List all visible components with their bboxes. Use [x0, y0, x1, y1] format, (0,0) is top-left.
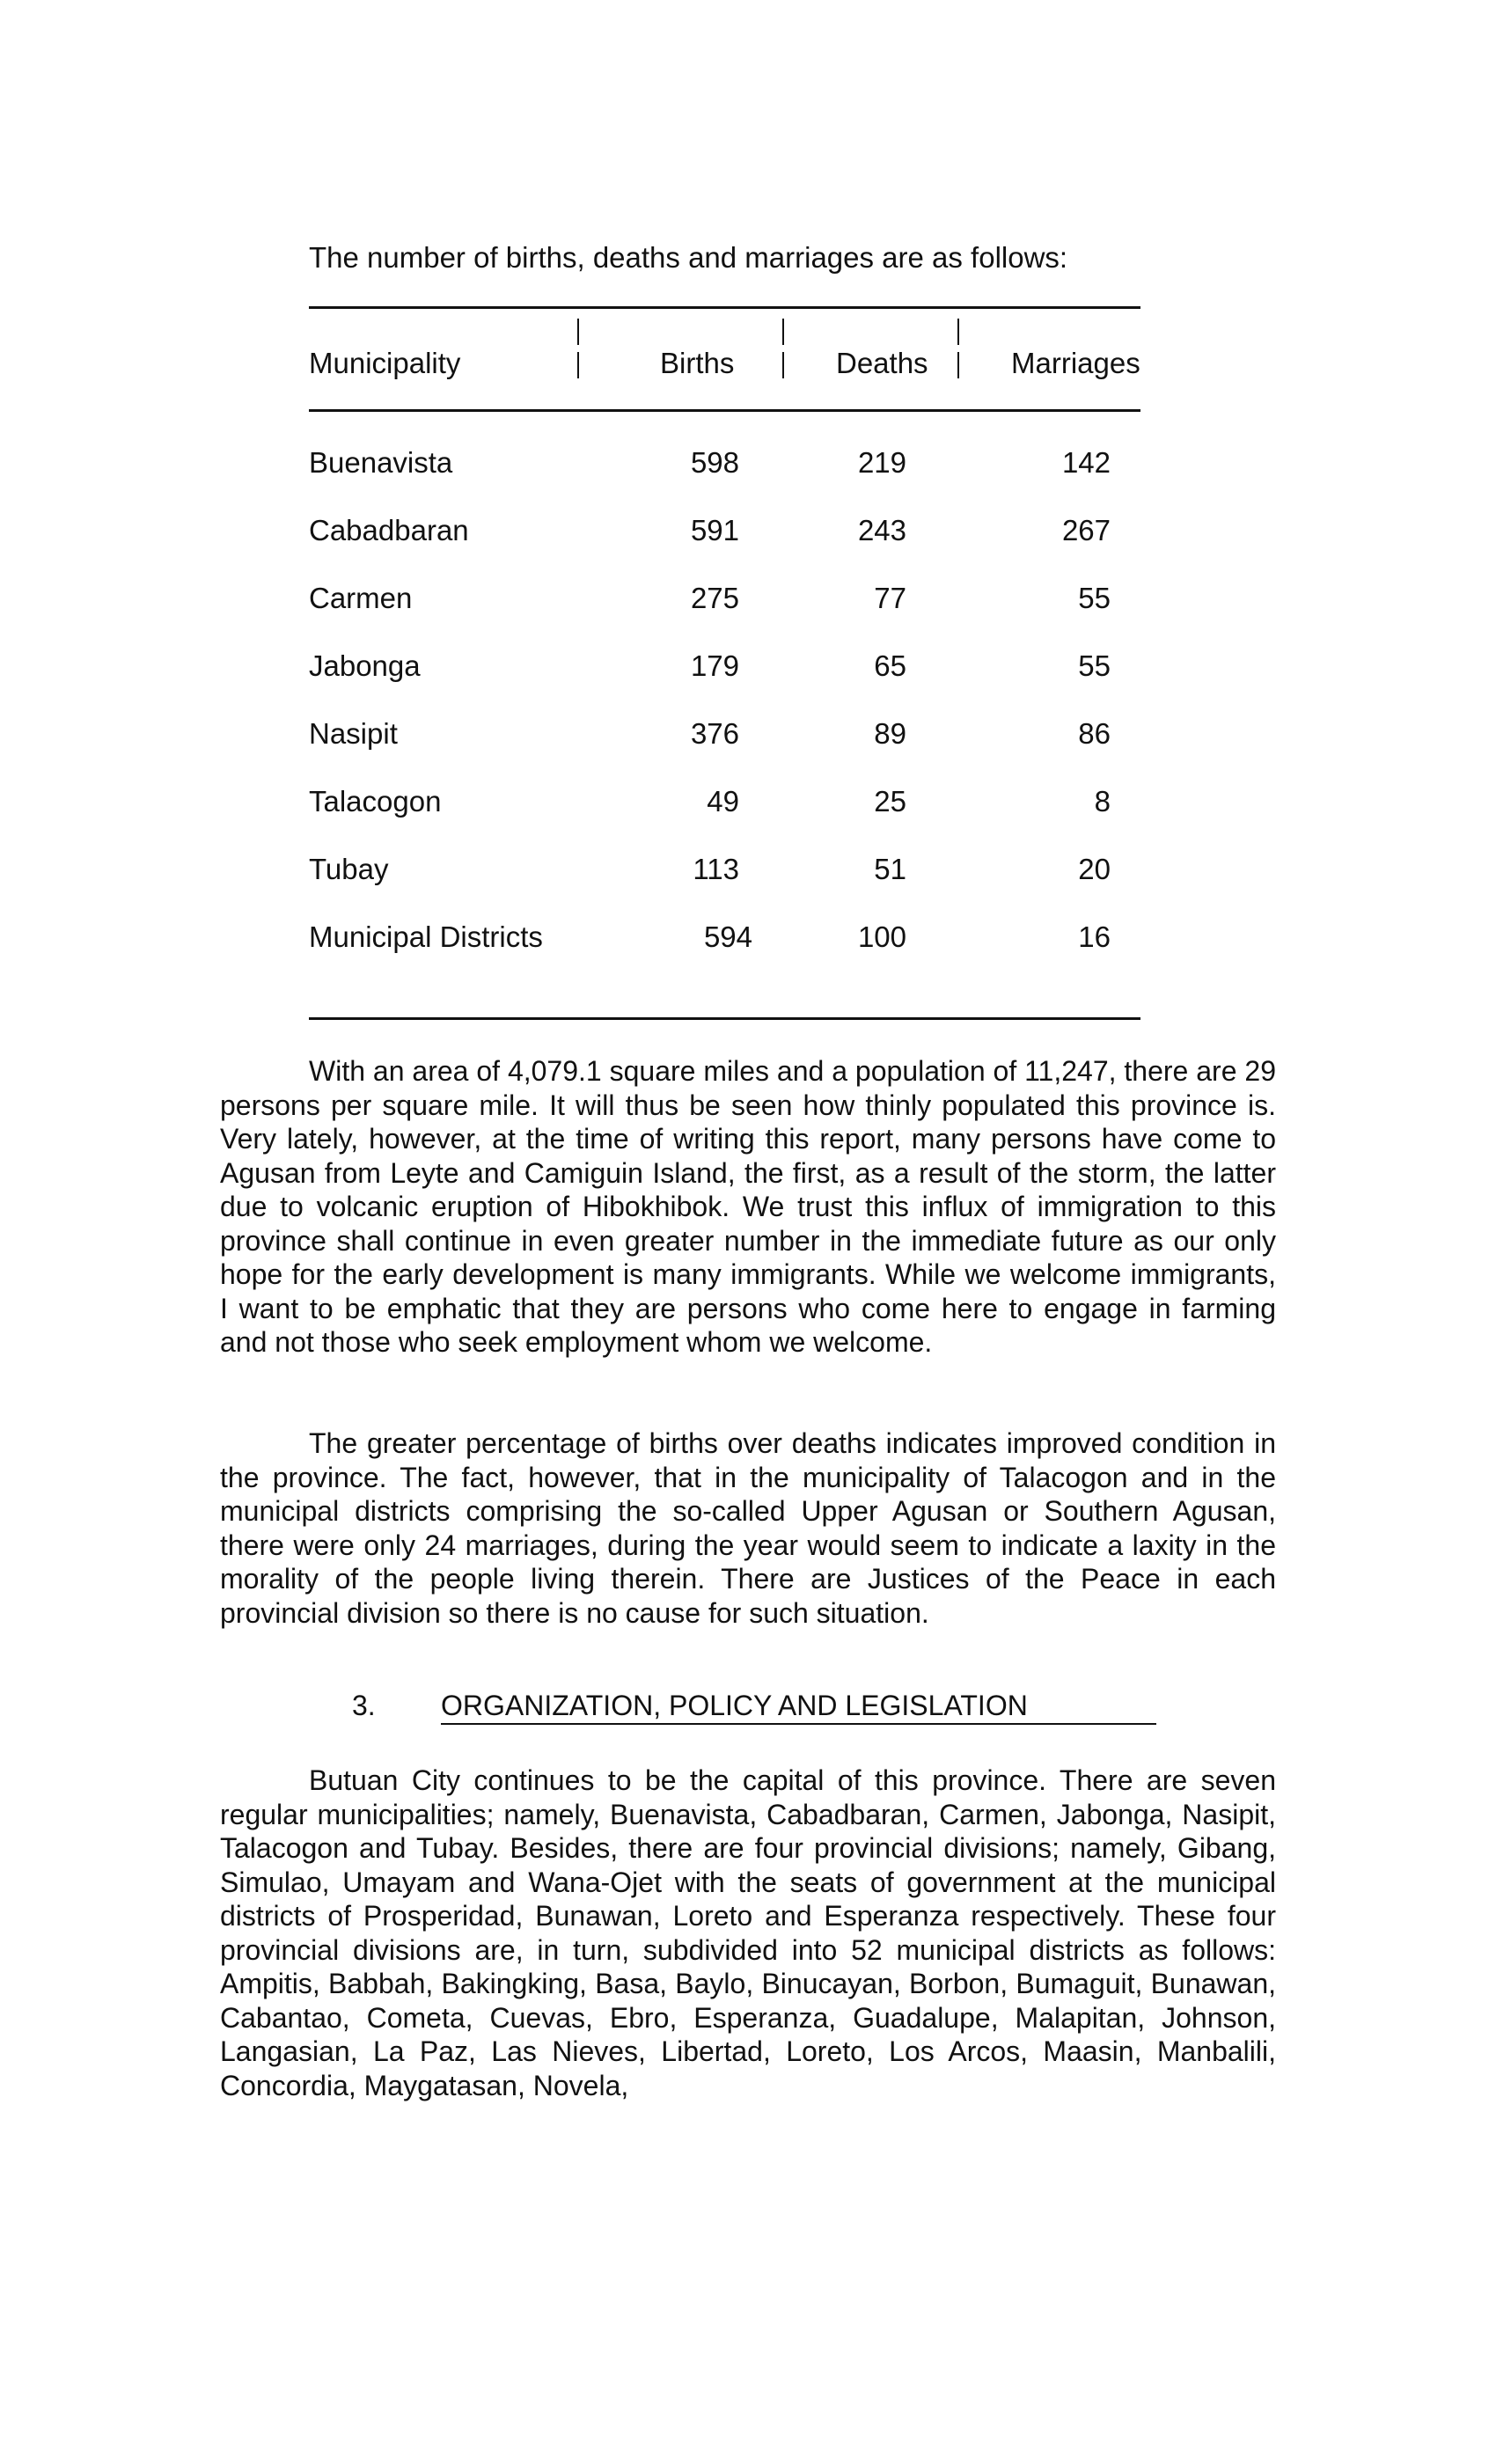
births-value: 376	[690, 717, 739, 750]
deaths-value: 100	[857, 920, 906, 953]
table-row	[0, 853, 1496, 888]
municipality-name: Municipal Districts	[309, 920, 543, 953]
deaths-value: 89	[874, 717, 906, 750]
table-row	[0, 920, 1496, 956]
header-separator	[577, 319, 579, 345]
organization-paragraph: Butuan City continues to be the capital of this province. There are seven regular municipalities; namely, Buenavista, Cabadbaran, Carmen, Jabonga, Nasipit, Talacogon and Tubay. Besides, there are four provincial divisions; namely, Gibang, Simulao, Umayam and Wana-Ojet with the seats of government at the municipal districts of Prosperidad, Bunawan, Loreto and Esperanza respectively. These four provincial divisions are, in turn, subdivided into 52 municipal districts as follows: Ampitis, Babbah, Bakingking, Basa, Baylo, Binucayan, Borbon, Bumaguit, Bunawan, Cabantao, Cometa, Cuevas, Ebro, Esperanza, Guadalupe, Malapitan, Johnson, Langasian, La Paz, Las Nieves, Libertad, Loreto, Los Arcos, Maasin, Manbalili, Concordia, Maygatasan, Novela,	[220, 1764, 1276, 2101]
header-label: Births	[660, 347, 735, 379]
section-title-underline	[441, 1723, 1156, 1725]
births-value: 598	[690, 446, 739, 479]
header-label: Marriages	[1011, 347, 1140, 379]
births-value: 594	[703, 920, 752, 953]
deaths-value: 51	[874, 853, 906, 885]
marriages-value: 55	[1078, 649, 1111, 682]
section-number: 3.	[352, 1690, 376, 1721]
births-value: 179	[690, 649, 739, 682]
section-title: ORGANIZATION, POLICY AND LEGISLATION	[441, 1690, 1028, 1721]
table-row	[0, 582, 1496, 617]
table-row	[0, 514, 1496, 549]
municipality-name: Tubay	[309, 853, 389, 885]
marriages-value: 142	[1061, 446, 1111, 479]
marriages-value: 55	[1078, 582, 1111, 614]
header-separator	[782, 319, 784, 345]
marriages-value: 86	[1078, 717, 1111, 750]
deaths-value: 243	[857, 514, 906, 546]
births-value: 591	[690, 514, 739, 546]
header-label: Deaths	[836, 347, 928, 379]
births-value: 275	[690, 582, 739, 614]
deaths-value: 25	[874, 785, 906, 818]
births-value: 49	[707, 785, 739, 818]
header-separator	[957, 319, 959, 345]
table-top-rule	[309, 306, 1140, 309]
municipality-name: Jabonga	[309, 649, 421, 682]
header-label: Municipality	[309, 347, 461, 379]
births-deaths-paragraph: The greater percentage of births over deaths indicates improved condition in the province. The fact, however, that in the municipality of Talacogon and in the municipal districts comprising the so-called Upper Agusan or Southern Agusan, there were only 24 marriages, during the year would seem to indicate a laxity in the morality of the people living therein. There are Justices of the Peace in each provincial division so there is no cause for such situation.	[220, 1427, 1276, 1629]
header-separator	[782, 352, 784, 378]
header-separator	[577, 352, 579, 378]
table-row	[0, 717, 1496, 752]
municipality-name: Talacogon	[309, 785, 442, 818]
table-row	[0, 649, 1496, 685]
table-bottom-rule	[309, 1017, 1140, 1020]
table-row	[0, 446, 1496, 481]
population-paragraph: With an area of 4,079.1 square miles and a population of 11,247, there are 29 persons per square mile. It will thus be seen how thinly populated this province is. Very lately, however, at the time of writing this report, many persons have come to Agusan from Leyte and Camiguin Island, the first, as a result of the storm, the latter due to volcanic eruption of Hibokhibok. We trust this influx of immigration to this province shall continue in even greater number in the immediate future as our only hope for the early development is many immigrants. While we welcome immigrants, I want to be emphatic that they are persons who come here to engage in farming and not those who seek employment whom we welcome.	[220, 1055, 1276, 1358]
deaths-value: 219	[857, 446, 906, 479]
header-separator	[957, 352, 959, 378]
municipality-name: Nasipit	[309, 717, 398, 750]
table-row	[0, 785, 1496, 820]
municipality-name: Buenavista	[309, 446, 453, 479]
table-header-rule	[309, 409, 1140, 412]
deaths-value: 65	[874, 649, 906, 682]
marriages-value: 8	[1094, 785, 1111, 818]
municipality-name: Carmen	[309, 582, 413, 614]
births-value: 113	[693, 853, 739, 885]
municipality-name: Cabadbaran	[309, 514, 469, 546]
deaths-value: 77	[874, 582, 906, 614]
marriages-value: 16	[1078, 920, 1111, 953]
table-intro: The number of births, deaths and marriages are as follows:	[309, 241, 1068, 274]
marriages-value: 267	[1061, 514, 1111, 546]
marriages-value: 20	[1078, 853, 1111, 885]
